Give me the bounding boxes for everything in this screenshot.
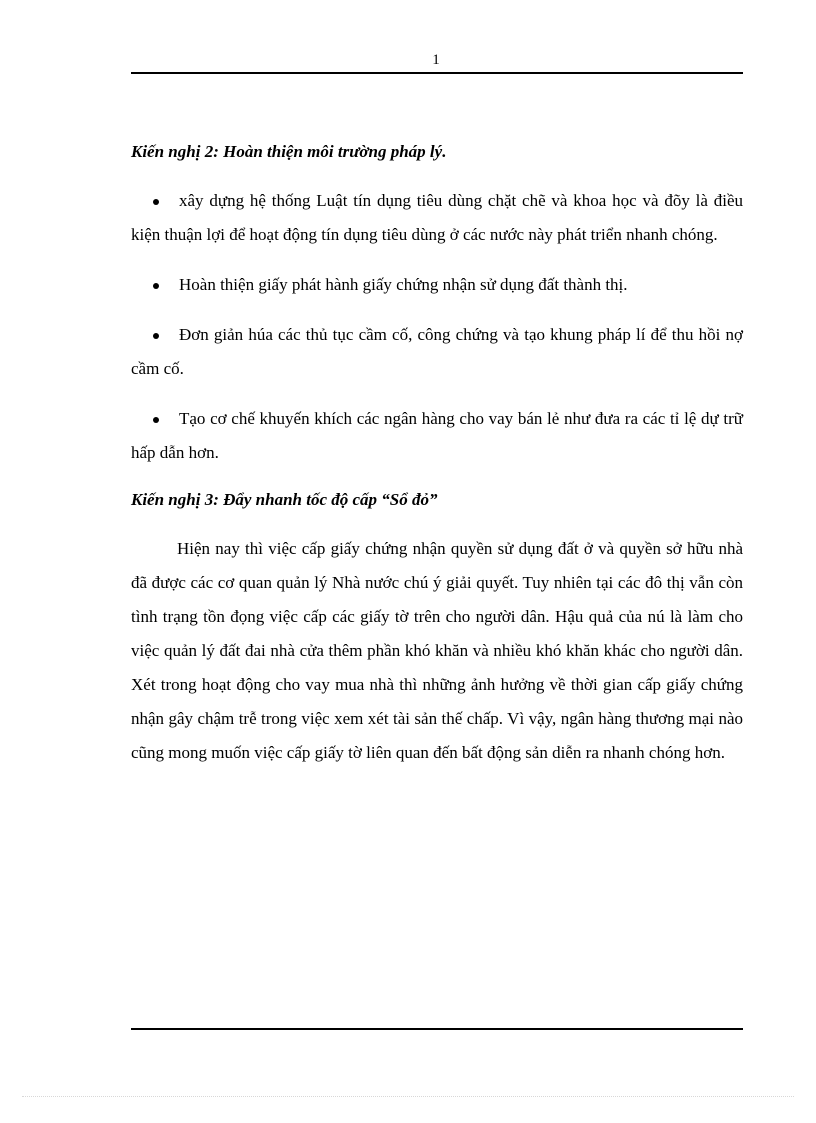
section-heading-kien-nghi-3: Kiến nghị 3: Đẩy nhanh tốc độ cấp “Sổ đỏ” xyxy=(131,490,438,509)
bullet-icon xyxy=(153,333,159,339)
body-paragraph: Hiện nay thì việc cấp giấy chứng nhận quyền sử dụng đất ở và quyền sở hữu nhà đã được các cơ quan quản lý Nhà nước chú ý giải quyết. Tuy nhiên tại các đô thị vẫn còn tình trạng tồn đọng việc cấp các giấy tờ trên cho người dân. Hậu quả của nú là làm cho việc quản lý đất đai nhà cửa thêm phần khó khăn và nhiều khó khăn khác cho người dân. Xét trong hoạt động cho vay mua nhà thì những ảnh hưởng về thời gian cấp giấy chứng nhận gây chậm trễ trong việc xem xét tài sản thế chấp. Vì vậy, ngân hàng thương mại nào cũng mong muốn việc cấp giấy tờ liên quan đến bất động sản diễn ra nhanh chóng hơn. xyxy=(131,539,743,762)
bullet-icon xyxy=(153,417,159,423)
document-body xyxy=(131,138,743,770)
list-item-text: Tạo cơ chế khuyến khích các ngân hàng cho vay bán lẻ như đưa ra các tỉ lệ dự trữ hấp dẫn hơn. xyxy=(131,409,743,462)
list-item-text: Đơn giản húa các thủ tục cầm cố, công chứng và tạo khung pháp lí để thu hồi nợ cầm cố. xyxy=(131,325,743,378)
list-item xyxy=(131,402,743,470)
list-item xyxy=(131,184,743,252)
list-item xyxy=(131,318,743,386)
list-item-text: xây dựng hệ thống Luật tín dụng tiêu dùng chặt chẽ và khoa học và đõy là điều kiện thuận lợi để hoạt động tín dụng tiêu dùng ở các nước này phát triển nhanh chóng. xyxy=(131,191,743,244)
list-item xyxy=(131,268,743,302)
header-rule xyxy=(131,72,743,74)
page-number: 1 xyxy=(432,52,440,68)
footer-rule xyxy=(131,1028,743,1030)
bullet-list xyxy=(131,184,743,470)
list-item-text: Hoàn thiện giấy phát hành giấy chứng nhận sử dụng đất thành thị. xyxy=(179,275,628,294)
page-edge-divider xyxy=(22,1096,794,1097)
section-heading-kien-nghi-2: Kiến nghị 2: Hoàn thiện môi trường pháp lý. xyxy=(131,142,447,161)
bullet-icon xyxy=(153,199,159,205)
bullet-icon xyxy=(153,283,159,289)
